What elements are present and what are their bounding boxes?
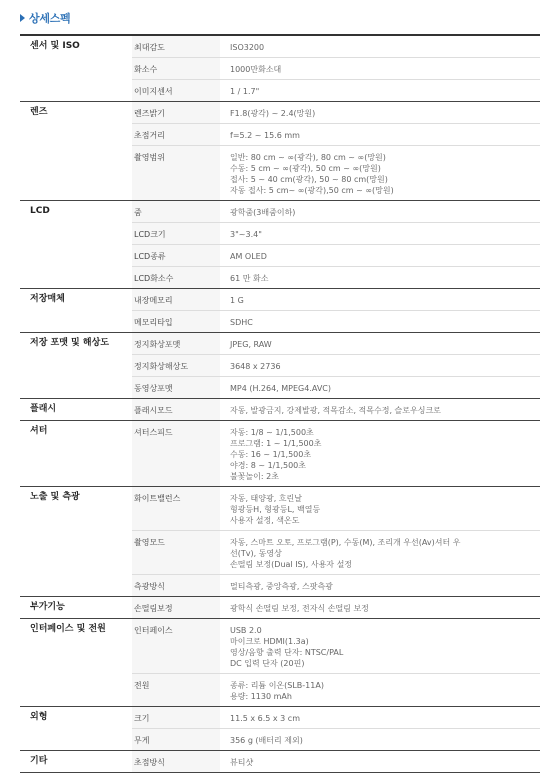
spec-value-line: 종류: 리튬 이온(SLB-11A) (230, 681, 324, 690)
spec-value-line: 1 / 1.7" (230, 87, 260, 96)
spec-value (220, 575, 540, 597)
category-label: 저장매체 (20, 289, 132, 333)
page-title: 상세스펙 (29, 12, 71, 25)
spec-value (220, 674, 540, 707)
spec-label: 동영상포맷 (132, 377, 220, 399)
spec-label: 촬영범위 (132, 146, 220, 201)
spec-value-line: AM OLED (230, 252, 267, 261)
spec-value (220, 146, 540, 201)
category-label: 노출 및 측광 (20, 487, 132, 597)
spec-value (220, 35, 540, 58)
spec-label: 최대감도 (132, 35, 220, 58)
spec-label: 화소수 (132, 58, 220, 80)
spec-label: 측광방식 (132, 575, 220, 597)
spec-value-line: 광학줌(3배줌이하) (230, 208, 296, 217)
spec-label: 전원 (132, 674, 220, 707)
spec-value (220, 333, 540, 355)
spec-value-line: 수동: 5 cm ~ ∞(광각), 50 cm ~ ∞(망원) (230, 164, 381, 173)
spec-value (220, 201, 540, 223)
category-label: 외형 (20, 707, 132, 751)
spec-label: 크기 (132, 707, 220, 729)
spec-value-line: ISO3200 (230, 43, 265, 52)
spec-value-line: DC 입력 단자 (20핀) (230, 659, 305, 668)
spec-value (220, 487, 540, 531)
spec-value-line: USB 2.0 (230, 626, 262, 635)
table-row (20, 597, 540, 619)
spec-value-line: 뷰티샷 (230, 758, 254, 767)
spec-value-line: F1.8(광각) ~ 2.4(망원) (230, 109, 316, 118)
spec-value (220, 751, 540, 773)
spec-label: 화이트밸런스 (132, 487, 220, 531)
spec-value (220, 707, 540, 729)
spec-label: LCD크기 (132, 223, 220, 245)
spec-label: 촬영모드 (132, 531, 220, 575)
spec-value-line: 용량: 1130 mAh (230, 692, 292, 701)
spec-label: 초점방식 (132, 751, 220, 773)
spec-value-line: 자동 접사: 5 cm~ ∞(광각),50 cm ~ ∞(망원) (230, 186, 394, 195)
table-row (20, 289, 540, 311)
spec-value-line: 프로그램: 1 ~ 1/1,500초 (230, 439, 322, 448)
spec-value (220, 80, 540, 102)
spec-value-line: 접사: 5 ~ 40 cm(광각), 50 ~ 80 cm(망원) (230, 175, 388, 184)
table-row (20, 707, 540, 729)
table-row (20, 619, 540, 674)
spec-value (220, 223, 540, 245)
spec-value-line: 자동, 태양광, 흐린날 (230, 494, 302, 503)
spec-value-line: JPEG, RAW (230, 340, 272, 349)
spec-value (220, 421, 540, 487)
spec-label: 줌 (132, 201, 220, 223)
spec-value (220, 597, 540, 619)
category-label: 플래시 (20, 399, 132, 421)
spec-value (220, 267, 540, 289)
spec-value-line: 형광등H, 형광등L, 백열등 (230, 505, 321, 514)
spec-label: 인터페이스 (132, 619, 220, 674)
spec-label: 메모리타입 (132, 311, 220, 333)
category-label: 부가기능 (20, 597, 132, 619)
arrow-right-icon (20, 14, 25, 22)
spec-value-line: 61 만 화소 (230, 274, 269, 283)
spec-value-line: 선(Tv), 동영상 (230, 549, 282, 558)
spec-value-line: 자동, 발광금지, 강제발광, 적목감소, 적목수정, 슬로우싱크로 (230, 406, 441, 415)
spec-value-line: 영상/음향 출력 단자: NTSC/PAL (230, 648, 344, 657)
spec-value (220, 245, 540, 267)
spec-value-line: 11.5 x 6.5 x 3 cm (230, 714, 300, 723)
spec-value-line: 마이크로 HDMI(1.3a) (230, 637, 309, 646)
spec-table (20, 34, 540, 773)
spec-value (220, 124, 540, 146)
spec-value-line: 356 g (배터리 제외) (230, 736, 303, 745)
spec-value (220, 289, 540, 311)
spec-value (220, 377, 540, 399)
category-label: 렌즈 (20, 102, 132, 201)
spec-value-line: 3648 x 2736 (230, 362, 281, 371)
table-row (20, 102, 540, 124)
table-row (20, 399, 540, 421)
spec-label: 초점거리 (132, 124, 220, 146)
spec-label: 정지화상포맷 (132, 333, 220, 355)
spec-value-line: SDHC (230, 318, 253, 327)
spec-table-body (20, 35, 540, 773)
spec-value-line: 손떨림 보정(Dual IS), 사용자 설정 (230, 560, 353, 569)
spec-value-line: 일반: 80 cm ~ ∞(광각), 80 cm ~ ∞(망원) (230, 153, 386, 162)
spec-label: 렌즈밝기 (132, 102, 220, 124)
category-label: 인터페이스 및 전원 (20, 619, 132, 707)
spec-label: 내장메모리 (132, 289, 220, 311)
spec-value-line: 야경: 8 ~ 1/1,500초 (230, 461, 306, 470)
table-row (20, 421, 540, 487)
spec-value-line: 불꽃놀이: 2초 (230, 472, 279, 481)
spec-value-line: 광학식 손떨림 보정, 전자식 손떨림 보정 (230, 604, 369, 613)
spec-value-line: 사용자 설정, 색온도 (230, 516, 300, 525)
table-row (20, 487, 540, 531)
category-label: 저장 포맷 및 해상도 (20, 333, 132, 399)
table-row (20, 751, 540, 773)
spec-value-line: 멀티측광, 중앙측광, 스팟측광 (230, 582, 333, 591)
spec-value (220, 58, 540, 80)
category-label: LCD (20, 201, 132, 289)
spec-value (220, 311, 540, 333)
spec-value-line: 3"~3.4" (230, 230, 262, 239)
spec-value (220, 729, 540, 751)
spec-label: 플래시모드 (132, 399, 220, 421)
spec-value-line: MP4 (H.264, MPEG4.AVC) (230, 384, 332, 393)
category-label: 센서 및 ISO (20, 35, 132, 102)
category-label: 기타 (20, 751, 132, 773)
spec-value-line: 자동, 스마트 오토, 프로그램(P), 수동(M), 조리개 우선(Av)셔터 우 (230, 538, 461, 547)
section-header (20, 10, 540, 34)
category-label: 셔터 (20, 421, 132, 487)
spec-value-line: 1 G (230, 296, 244, 305)
spec-value (220, 102, 540, 124)
table-row (20, 333, 540, 355)
spec-value-line: 자동: 1/8 ~ 1/1,500초 (230, 428, 314, 437)
spec-value (220, 355, 540, 377)
spec-label: 이미지센서 (132, 80, 220, 102)
spec-value (220, 531, 540, 575)
spec-value (220, 399, 540, 421)
spec-value-line: 수동: 16 ~ 1/1,500초 (230, 450, 312, 459)
spec-label: 정지화상해상도 (132, 355, 220, 377)
spec-label: 셔터스피드 (132, 421, 220, 487)
table-row (20, 35, 540, 58)
spec-value-line: 1000만화소대 (230, 65, 282, 74)
spec-label: 무게 (132, 729, 220, 751)
spec-label: LCD종류 (132, 245, 220, 267)
table-row (20, 201, 540, 223)
spec-label: LCD화소수 (132, 267, 220, 289)
spec-value (220, 619, 540, 674)
spec-label: 손떨림보정 (132, 597, 220, 619)
spec-value-line: f=5.2 ~ 15.6 mm (230, 131, 300, 140)
